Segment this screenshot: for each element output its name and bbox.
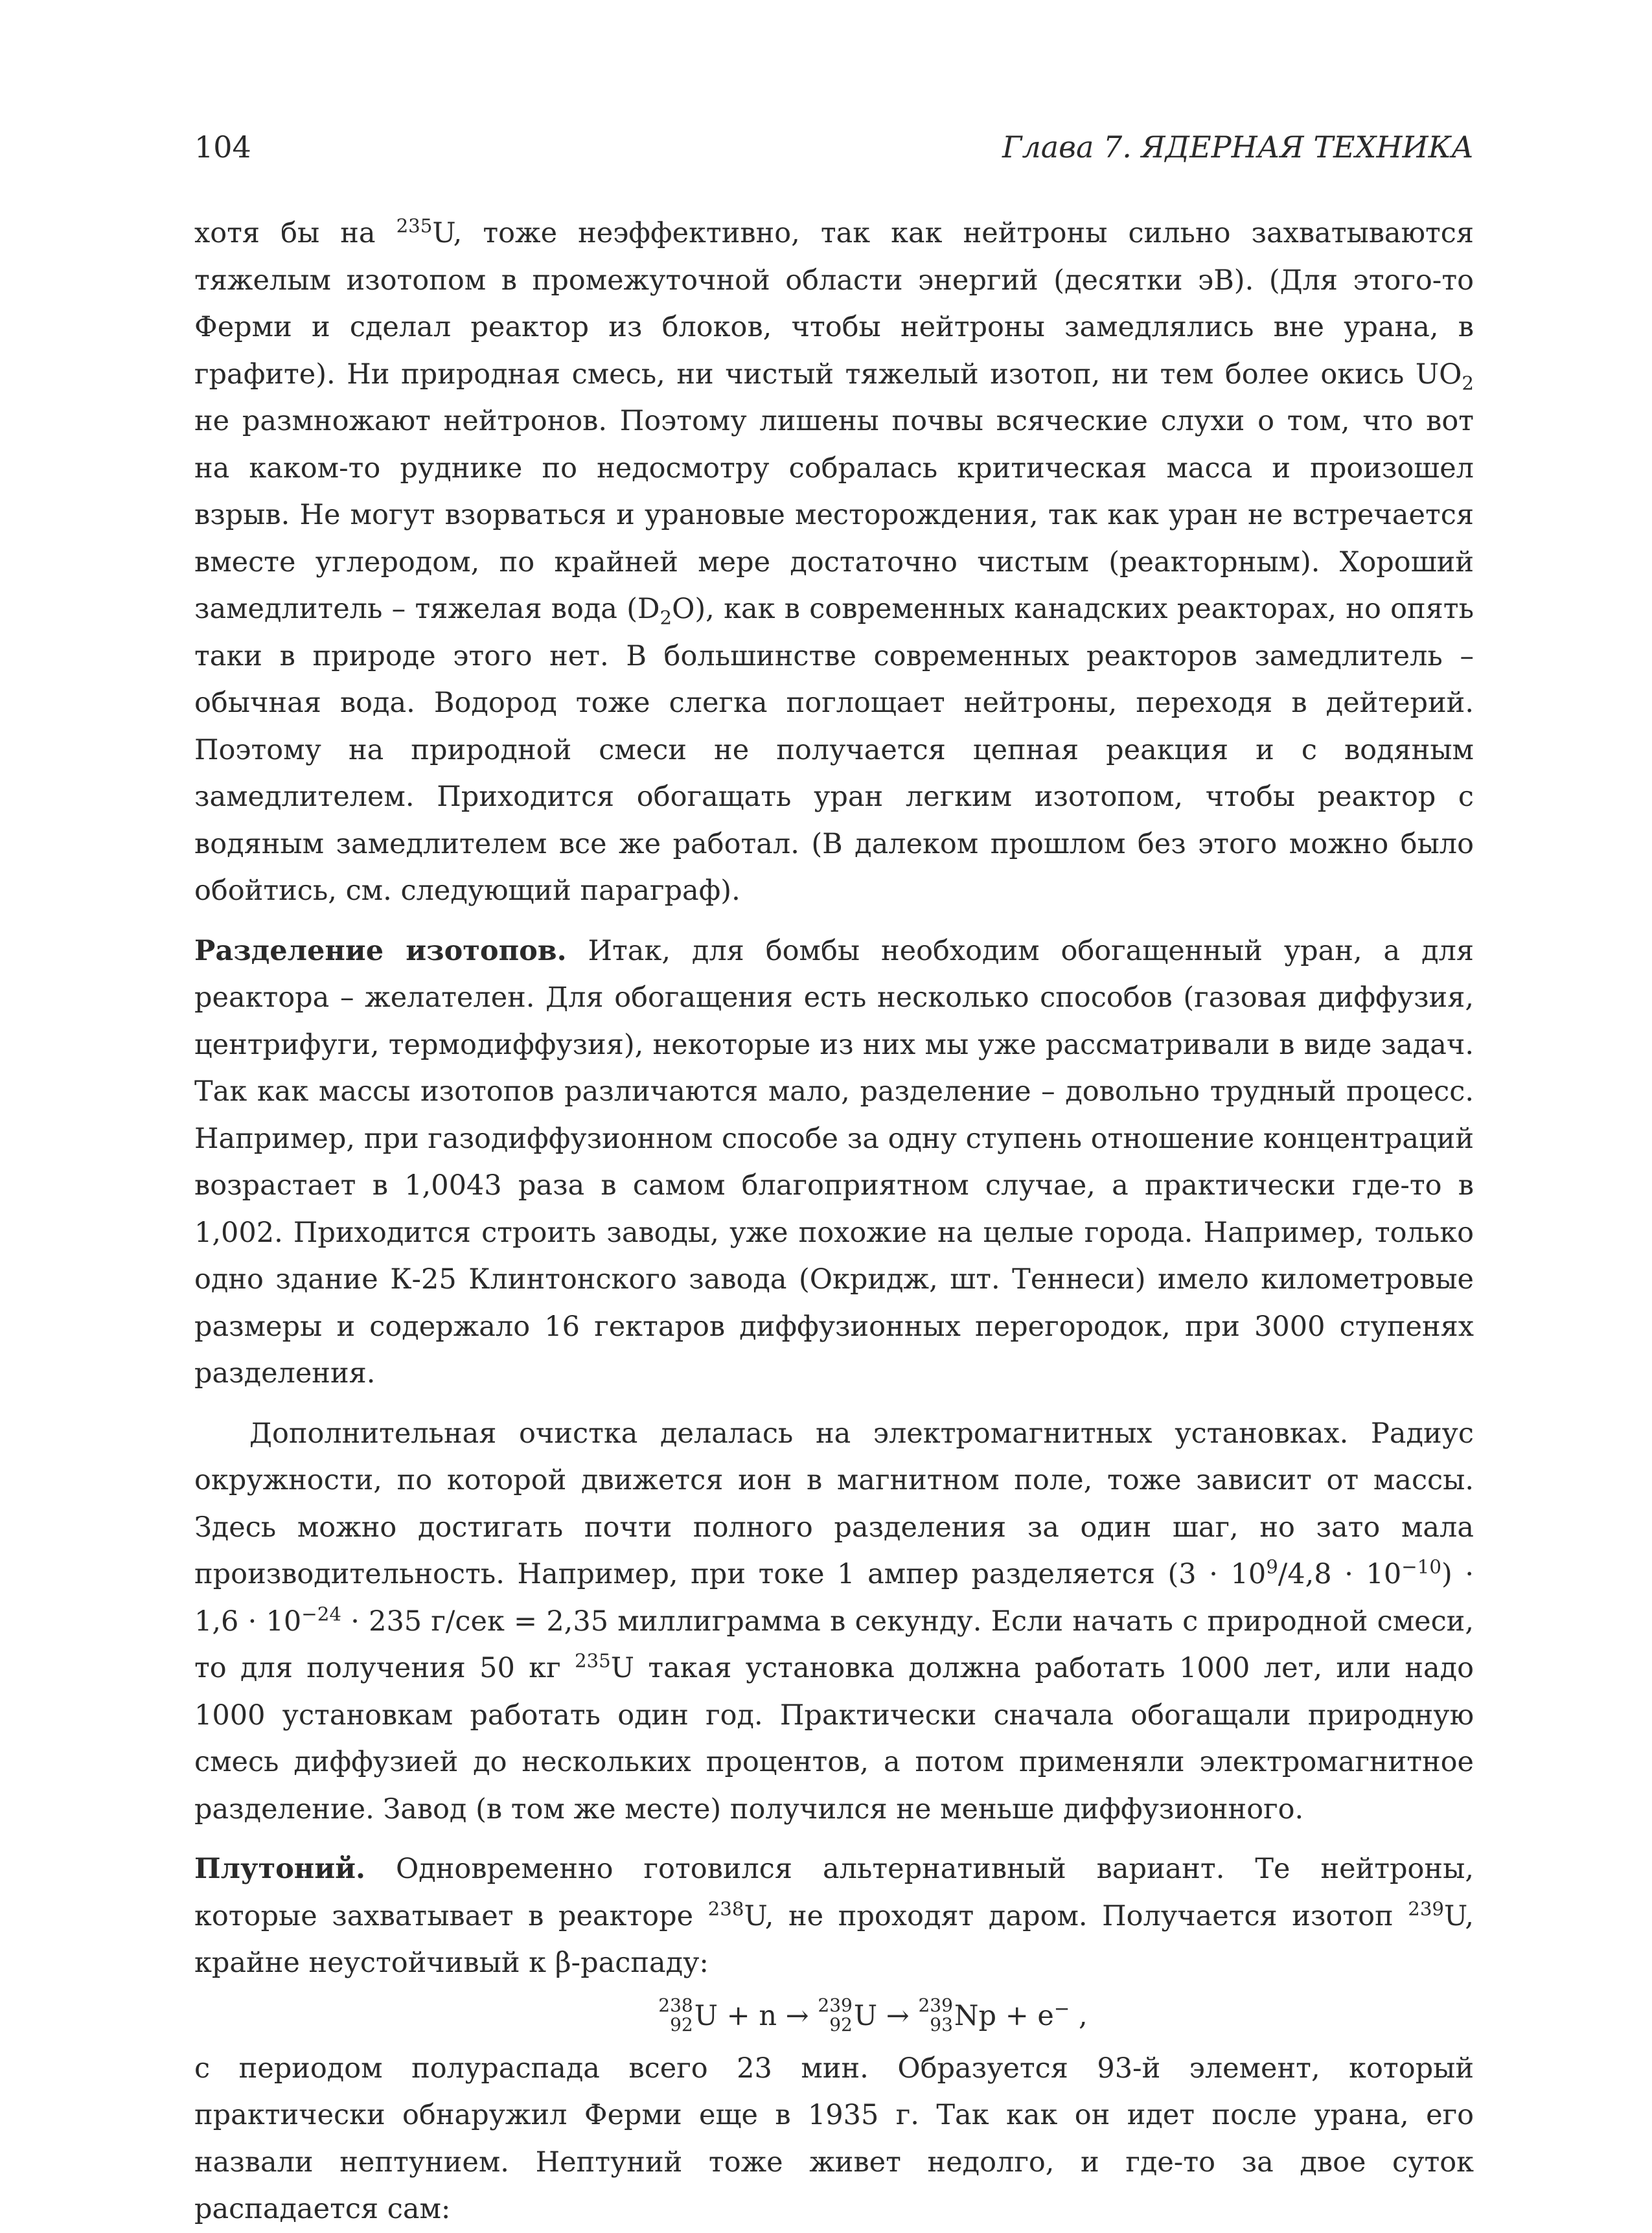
book-page <box>194 130 1474 2233</box>
paragraph-moderators: хотя бы на $^{235}$U, тоже неэффективно, так как нейтроны сильно захватываются тяжелым изотопом в промежуточной области энергий (десятки эВ). (Для этого-то Ферми и сделал реактор из блоков, чтобы нейтроны замедлялись вне урана, в графите). Ни природная смесь, ни чистый тяжелый изотоп, ни тем более окись $UO_2$ не размножают нейтронов. Поэтому лишены почвы всяческие слухи о том, что вот на каком-то руднике по недосмотру собралась критическая масса и произошел взрыв. Не могут взорваться и урановые месторождения, так как уран не встречается вместе углеродом, по крайней мере достаточно чистым (реакторным). Хороший замедлитель – тяжелая вода $(D_2O)$, как в современных канадских реакторах, но опять таки в природе этого нет. В большинстве современных реакторов замедлитель – обычная вода. Водород тоже слегка поглощает нейтроны, переходя в дейтерий. Поэтому на природной смеси не получается цепная реакция и с водяным замедлителем. Приходится обогащать уран легким изотопом, чтобы реактор с водяным замедлителем все же работал. (В далеком прошлом без этого можно было обойтись, см. следующий параграф). <box>194 214 1474 907</box>
section-heading-isotope-separation: Разделение изотопов. <box>194 934 567 967</box>
paragraph-electromagnetic: Дополнительная очистка делалась на электромагнитных установках. Радиус окружности, по которой движется ион в магнитном поле, тоже зависит от массы. Здесь можно достигать почти полного разделения за один шаг, но зато мала производительность. Например, при токе 1 ампер разделяется $(3 \cdot 10^9/4,8 \cdot 10^{-10}) \cdot 1,6 \cdot 10^{-24} \cdot 235$ г/сек = 2,35 миллиграмма в секунду. Если начать с природной смеси, то для получения 50 кг $^{235}$U такая установка должна работать 1000 лет, или надо 1000 установкам работать один год. Практически сначала обогащали природную смесь диффузией до нескольких процентов, а потом применяли электромагнитное разделение. Завод (в том же месте) получился не меньше диффузионного. <box>194 1417 1474 1826</box>
paragraph-plutonium: Плутоний. Одновременно готовился альтернативный вариант. Те нейтроны, которые захватывает в реакторе $^{238}$U, не проходят даром. Получается изотоп $^{239}$U, крайне неустойчивый к β-распаду: <box>194 1853 1474 1979</box>
paragraph-isotope-separation: Разделение изотопов. Итак, для бомбы необходим обогащенный уран, а для реактора – желателен. Для обогащения есть несколько способов (газовая диффузия, центрифуги, термодиффузия), некоторые из них мы уже рассматривали в виде задач. Так как массы изотопов различаются мало, разделение – довольно трудный процесс. Например, при газодиффузионном способе за одну ступень отношение концентраций возрастает в 1,0043 раза в самом благоприятном случае, а практически где-то в 1,002. Приходится строить заводы, уже похожие на целые города. Например, только одно здание К-25 Клинтонского завода (Окридж, шт. Теннеси) имело километровые размеры и содержало 16 гектаров диффузионных перегородок, при 3000 ступенях разделения. <box>194 934 1474 1390</box>
section-heading-plutonium: Плутоний. <box>194 1853 366 1885</box>
chapter-title: Глава 7. ЯДЕРНАЯ ТЕХНИКА <box>1002 130 1474 165</box>
page-number: 104 <box>194 130 251 165</box>
decay-equation: 238 92 U + n → 239 92 U → 239 93 Np + e− , <box>658 1994 1088 2035</box>
running-header <box>194 130 1474 165</box>
paragraph-neptunium: с периодом полураспада всего 23 мин. Образуется 93-й элемент, который практически обнаружил Ферми еще в 1935 г. Так как он идет после урана, его назвали нептунием. Нептуний тоже живет недолго, и где-то за двое суток распадается сам: <box>194 2052 1474 2225</box>
